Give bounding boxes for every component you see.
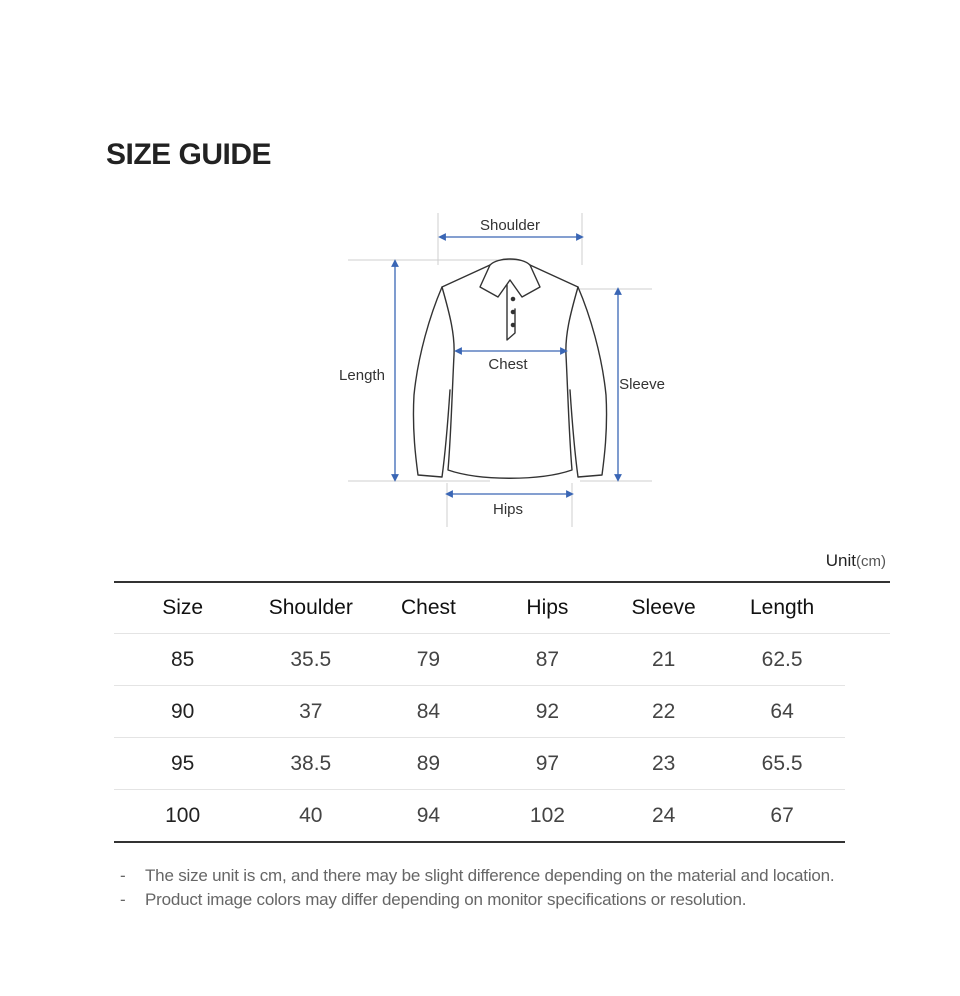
cell-hips: 97	[487, 738, 609, 790]
note-item: - Product image colors may differ depending on monitor specifications or resolution.	[120, 888, 834, 912]
row-spacer	[845, 790, 890, 843]
header-shoulder: Shoulder	[251, 582, 370, 634]
row-spacer	[845, 686, 890, 738]
size-table	[114, 581, 890, 843]
cell-chest: 89	[370, 738, 486, 790]
table-row	[114, 686, 890, 738]
cell-sleeve: 23	[608, 738, 719, 790]
cell-size: 90	[114, 686, 251, 738]
cell-sleeve: 24	[608, 790, 719, 843]
row-spacer	[845, 634, 890, 686]
hips-label: Hips	[492, 501, 524, 518]
cell-chest: 84	[370, 686, 486, 738]
header-sleeve: Sleeve	[608, 582, 719, 634]
length-label: Length	[339, 367, 385, 384]
cell-shoulder: 38.5	[251, 738, 370, 790]
unit-indicator	[826, 551, 886, 571]
header-size: Size	[114, 582, 251, 634]
table-row	[114, 738, 890, 790]
cell-chest: 79	[370, 634, 486, 686]
cell-shoulder: 37	[251, 686, 370, 738]
notes-list	[120, 864, 834, 912]
cell-size: 95	[114, 738, 251, 790]
cell-sleeve: 21	[608, 634, 719, 686]
cell-shoulder: 40	[251, 790, 370, 843]
note-text: Product image colors may differ depending on monitor specifications or resolution.	[145, 890, 747, 909]
cell-hips: 87	[487, 634, 609, 686]
cell-shoulder: 35.5	[251, 634, 370, 686]
header-chest: Chest	[370, 582, 486, 634]
table-header-row	[114, 582, 890, 634]
table-row	[114, 634, 890, 686]
cell-size: 85	[114, 634, 251, 686]
note-text: The size unit is cm, and there may be slight difference depending on the material and location.	[145, 866, 835, 885]
cell-hips: 102	[487, 790, 609, 843]
cell-length: 65.5	[719, 738, 845, 790]
chest-label: Chest	[488, 356, 528, 373]
sleeve-label: Sleeve	[619, 376, 665, 393]
cell-size: 100	[114, 790, 251, 843]
cell-sleeve: 22	[608, 686, 719, 738]
header-length: Length	[719, 582, 845, 634]
header-hips: Hips	[487, 582, 609, 634]
header-spacer	[845, 582, 890, 634]
shoulder-label: Shoulder	[479, 217, 541, 234]
cell-chest: 94	[370, 790, 486, 843]
cell-length: 67	[719, 790, 845, 843]
unit-label: Unit	[825, 551, 856, 570]
row-spacer	[845, 738, 890, 790]
page-title: SIZE GUIDE	[106, 138, 272, 171]
cell-length: 62.5	[719, 634, 845, 686]
cell-hips: 92	[487, 686, 609, 738]
table-row	[114, 790, 890, 843]
note-item: - The size unit is cm, and there may be slight difference depending on the material and location.	[120, 864, 834, 888]
unit-value: (cm)	[856, 553, 886, 570]
cell-length: 64	[719, 686, 845, 738]
shirt-measurement-diagram	[330, 205, 690, 535]
